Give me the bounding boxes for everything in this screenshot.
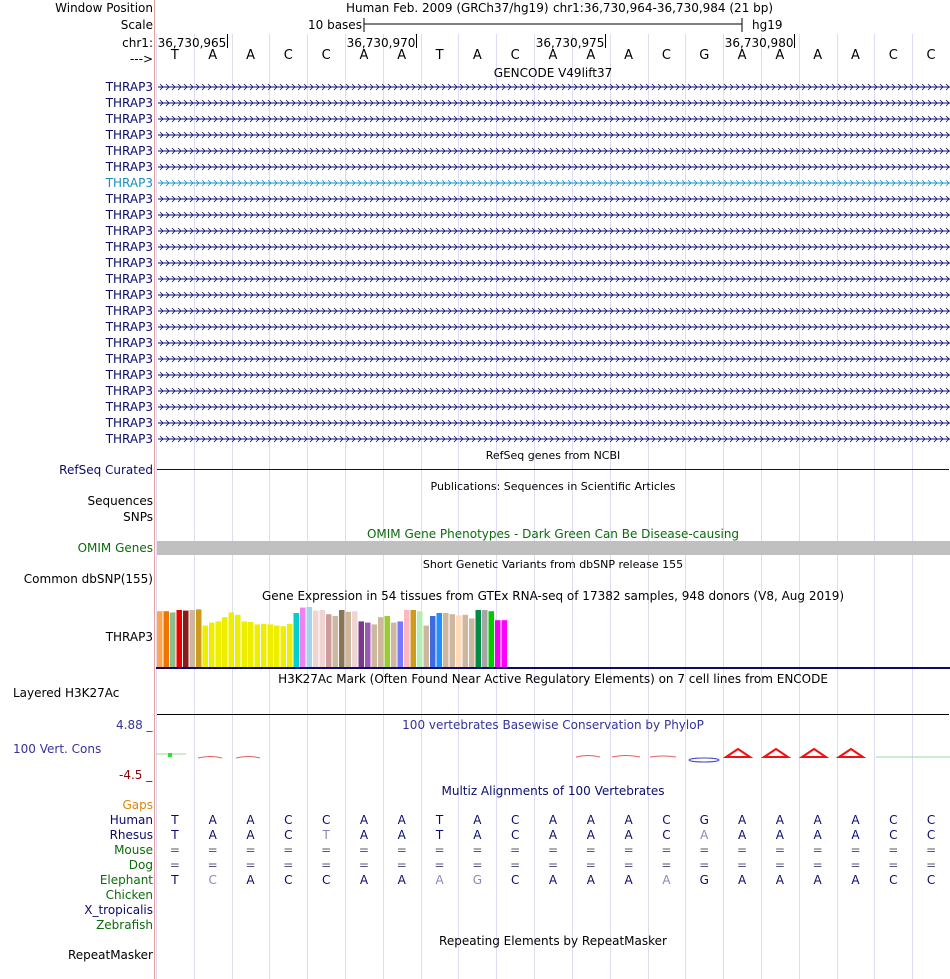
- omim-label[interactable]: OMIM Genes: [77, 541, 153, 555]
- alignment-base: A: [397, 873, 406, 887]
- gtex-expression-chart[interactable]: [156, 603, 950, 669]
- alignment-base: A: [246, 828, 255, 842]
- gtex-tissue-bar: [398, 621, 404, 667]
- alignment-base: A: [700, 828, 709, 842]
- alignment-base: A: [397, 828, 406, 842]
- alignment-base: C: [510, 828, 520, 842]
- alignment-base: =: [472, 858, 483, 872]
- alignment-base: A: [737, 828, 747, 842]
- refseq-title[interactable]: RefSeq genes from NCBI: [485, 449, 621, 462]
- base-position-number: 36,730,970: [346, 36, 416, 50]
- alignment-base: =: [623, 843, 634, 857]
- gencode-gene-label[interactable]: THRAP3: [105, 336, 153, 350]
- gtex-tissue-bar: [229, 612, 235, 667]
- multiz-species-label[interactable]: Dog: [128, 858, 153, 872]
- alignment-base: C: [662, 813, 671, 827]
- scale-label: Scale: [120, 18, 153, 32]
- alignment-base: A: [624, 828, 633, 842]
- gtex-tissue-bar: [333, 616, 339, 667]
- alignment-base: A: [586, 828, 595, 842]
- gencode-gene-label[interactable]: THRAP3: [105, 208, 153, 222]
- alignment-base: G: [699, 873, 709, 887]
- gtex-tissue-bar: [430, 616, 436, 667]
- gtex-tissue-bar: [307, 607, 313, 667]
- alignment-base: C: [284, 828, 293, 842]
- gencode-transcript[interactable]: [156, 432, 950, 446]
- reference-base: T: [170, 48, 179, 63]
- scale-bar-text: 10 bases: [308, 18, 362, 32]
- gtex-tissue-bar: [378, 617, 384, 667]
- gtex-tissue-bar: [391, 623, 397, 667]
- gtex-tissue-bar: [170, 612, 176, 667]
- base-position-number: 36,730,975: [535, 36, 605, 50]
- alignment-base: C: [926, 813, 936, 827]
- alignment-base: C: [208, 873, 217, 887]
- reference-base: C: [510, 48, 520, 63]
- gtex-tissue-bar: [417, 611, 423, 667]
- gencode-transcript[interactable]: [156, 80, 950, 94]
- alignment-base: A: [624, 813, 633, 827]
- alignment-base: =: [850, 858, 861, 872]
- reference-base: G: [699, 48, 710, 63]
- alignment-base: C: [889, 873, 898, 887]
- reference-base: A: [548, 48, 558, 63]
- gencode-transcript[interactable]: [156, 144, 950, 158]
- gencode-gene-label[interactable]: THRAP3: [105, 320, 153, 334]
- gtex-tissue-bar: [495, 620, 501, 667]
- alignment-base: =: [888, 843, 899, 857]
- gtex-tissue-bar: [222, 617, 228, 667]
- alignment-base: A: [359, 873, 369, 887]
- gtex-tissue-bar: [287, 624, 293, 667]
- alignment-base: =: [510, 858, 521, 872]
- multiz-species-label[interactable]: Mouse: [114, 843, 153, 857]
- gtex-tissue-bar: [274, 626, 280, 667]
- gencode-gene-label[interactable]: THRAP3: [105, 112, 153, 126]
- alignment-base: C: [889, 828, 898, 842]
- gtex-tissue-bar: [450, 614, 456, 667]
- label-divider: [154, 0, 155, 979]
- reference-base: C: [321, 48, 331, 63]
- gencode-transcript[interactable]: [156, 400, 950, 414]
- h3k27ac-title[interactable]: H3K27Ac Mark (Often Found Near Active Regulatory Elements) on 7 cell lines from ENCODE: [278, 672, 828, 686]
- reference-base: A: [775, 48, 785, 63]
- gencode-title[interactable]: GENCODE V49lift37: [493, 66, 613, 80]
- gencode-gene-label[interactable]: THRAP3: [105, 304, 153, 318]
- alignment-base: A: [586, 873, 595, 887]
- alignment-base: =: [434, 843, 445, 857]
- gencode-transcript[interactable]: [156, 304, 950, 318]
- alignment-base: A: [775, 873, 784, 887]
- alignment-base: =: [812, 843, 823, 857]
- window-position-label: Window Position: [55, 1, 153, 15]
- reference-base: A: [737, 48, 747, 63]
- gencode-gene-label[interactable]: THRAP3: [105, 80, 153, 94]
- gtex-tissue-bar: [157, 611, 163, 667]
- gtex-tissue-bar: [346, 612, 352, 667]
- alignment-base: =: [926, 858, 937, 872]
- gencode-transcript[interactable]: [156, 176, 950, 190]
- gtex-tissue-bar: [255, 624, 261, 667]
- alignment-base: G: [472, 873, 483, 887]
- alignment-base: =: [699, 843, 710, 857]
- gtex-label[interactable]: THRAP3: [105, 630, 153, 644]
- alignment-base: A: [359, 828, 369, 842]
- cons-max-label: 4.88 _: [116, 718, 153, 732]
- gencode-gene-label[interactable]: THRAP3: [105, 400, 153, 414]
- alignment-base: C: [662, 828, 671, 842]
- reference-base: A: [813, 48, 823, 63]
- gtex-tissue-bar: [411, 610, 417, 667]
- alignment-base: =: [661, 858, 672, 872]
- repeatmasker-title[interactable]: Repeating Elements by RepeatMasker: [439, 934, 667, 948]
- reference-base: C: [926, 48, 936, 63]
- reference-base: T: [435, 48, 444, 63]
- gencode-gene-label[interactable]: THRAP3: [105, 144, 153, 158]
- alignment-base: A: [813, 828, 822, 842]
- gtex-tissue-bar: [268, 624, 274, 667]
- multiz-species-label[interactable]: Zebrafish: [96, 918, 153, 932]
- alignment-base: =: [358, 858, 369, 872]
- conservation-title[interactable]: 100 vertebrates Basewise Conservation by PhyloP: [402, 718, 704, 732]
- gtex-tissue-bar: [437, 613, 443, 667]
- gtex-tissue-bar: [281, 626, 287, 667]
- gencode-transcript[interactable]: [156, 96, 950, 110]
- reference-base: A: [208, 48, 218, 63]
- alignment-base: A: [813, 813, 822, 827]
- reference-base: A: [586, 48, 596, 63]
- alignment-base: =: [283, 843, 294, 857]
- chrom-label: chr1:: [122, 36, 153, 50]
- multiz-title[interactable]: Multiz Alignments of 100 Vertebrates: [441, 784, 665, 798]
- alignment-base: =: [547, 843, 559, 857]
- gencode-gene-label[interactable]: THRAP3: [105, 240, 153, 254]
- alignment-base: =: [547, 858, 559, 872]
- multiz-species-label[interactable]: X_tropicalis: [84, 903, 153, 917]
- gtex-tissue-bar: [177, 610, 183, 667]
- base-position-tick: [605, 34, 606, 48]
- base-position-tick: [794, 34, 795, 48]
- alignment-base: T: [322, 828, 330, 842]
- gencode-transcript[interactable]: [156, 256, 950, 270]
- gencode-gene-label[interactable]: THRAP3: [105, 368, 153, 382]
- h3k27ac-baseline: [157, 714, 949, 715]
- gtex-tissue-bar: [320, 610, 326, 667]
- omim-title[interactable]: OMIM Gene Phenotypes - Dark Green Can Be Disease-causing: [366, 527, 740, 541]
- reference-base: A: [397, 48, 407, 63]
- alignment-base: A: [359, 813, 369, 827]
- alignment-base: =: [510, 843, 521, 857]
- alignment-base: =: [737, 843, 748, 857]
- gencode-gene-label[interactable]: THRAP3: [105, 416, 153, 430]
- gtex-tissue-bar: [209, 623, 215, 667]
- gencode-transcript[interactable]: [156, 384, 950, 398]
- alignment-base: C: [321, 873, 331, 887]
- gtex-tissue-bar: [476, 610, 482, 667]
- gencode-transcript[interactable]: [156, 336, 950, 350]
- alignment-base: =: [396, 858, 407, 872]
- gencode-transcript[interactable]: [156, 128, 950, 142]
- publications-title[interactable]: Publications: Sequences in Scientific Articles: [430, 480, 676, 493]
- omim-bar[interactable]: [157, 541, 950, 555]
- alignment-base: A: [775, 828, 784, 842]
- gtex-tissue-bar: [196, 609, 202, 667]
- alignment-base: C: [284, 873, 293, 887]
- alignment-base: T: [435, 828, 444, 842]
- alignment-base: G: [699, 813, 709, 827]
- gencode-transcript[interactable]: [156, 416, 950, 430]
- sequences-label[interactable]: Sequences: [87, 494, 153, 508]
- alignment-base: C: [926, 873, 936, 887]
- alignment-base: =: [585, 858, 596, 872]
- alignment-base: A: [548, 813, 558, 827]
- alignment-base: A: [548, 873, 558, 887]
- gtex-tissue-bar: [164, 611, 170, 667]
- alignment-base: =: [245, 858, 256, 872]
- alignment-base: =: [434, 858, 445, 872]
- gtex-tissue-bar: [248, 622, 254, 667]
- gencode-gene-label[interactable]: THRAP3: [105, 432, 153, 446]
- alignment-base: =: [623, 858, 634, 872]
- alignment-base: =: [699, 858, 710, 872]
- reference-base: A: [246, 48, 255, 63]
- alignment-base: T: [171, 873, 179, 887]
- alignment-base: A: [775, 813, 784, 827]
- alignment-base: =: [774, 843, 785, 857]
- reference-base: A: [472, 48, 482, 63]
- gencode-gene-label[interactable]: THRAP3: [105, 128, 153, 142]
- alignment-base: A: [246, 873, 255, 887]
- base-position-tick: [416, 34, 417, 48]
- scale-bar: [362, 16, 746, 34]
- alignment-base: A: [397, 813, 406, 827]
- alignment-base: C: [926, 828, 936, 842]
- gencode-gene-label[interactable]: THRAP3: [105, 256, 153, 270]
- alignment-base: A: [851, 828, 860, 842]
- alignment-base: C: [510, 813, 520, 827]
- gtex-tissue-bar: [326, 614, 332, 667]
- gtex-tissue-bar: [463, 615, 469, 667]
- reference-base: C: [888, 48, 898, 63]
- alignment-base: =: [774, 858, 785, 872]
- gencode-gene-label[interactable]: THRAP3: [105, 272, 153, 286]
- alignment-base: =: [737, 858, 748, 872]
- gtex-tissue-bar: [190, 610, 196, 667]
- gtex-tissue-bar: [313, 611, 319, 667]
- alignment-base: =: [358, 843, 369, 857]
- gencode-transcript[interactable]: [156, 272, 950, 286]
- gtex-tissue-bar: [469, 618, 475, 667]
- gencode-transcript[interactable]: [156, 288, 950, 302]
- conservation-plot[interactable]: [156, 744, 950, 764]
- alignment-base: =: [169, 858, 180, 872]
- gtex-tissue-bar: [482, 610, 488, 667]
- snps-label[interactable]: SNPs: [123, 510, 153, 524]
- alignment-base: A: [737, 813, 747, 827]
- alignment-base: A: [813, 873, 822, 887]
- gencode-transcript[interactable]: [156, 224, 950, 238]
- gencode-gene-label[interactable]: THRAP3: [105, 288, 153, 302]
- alignment-base: =: [207, 858, 218, 872]
- gtex-tissue-bar: [352, 611, 358, 667]
- gtex-title[interactable]: Gene Expression in 54 tissues from GTEx RNA-seq of 17382 samples, 948 donors (V8, Aug 2019): [261, 589, 845, 603]
- alignment-base: =: [812, 858, 823, 872]
- alignment-base: =: [888, 858, 899, 872]
- gtex-tissue-bar: [261, 624, 267, 667]
- alignment-base: C: [284, 813, 293, 827]
- gtex-tissue-bar: [300, 608, 306, 667]
- gtex-tissue-bar: [294, 613, 300, 667]
- alignment-base: A: [208, 828, 217, 842]
- alignment-base: A: [586, 813, 595, 827]
- reference-base: A: [851, 48, 860, 63]
- gtex-tissue-bar: [404, 610, 410, 667]
- gencode-transcript[interactable]: [156, 320, 950, 334]
- gencode-gene-label[interactable]: THRAP3: [105, 192, 153, 206]
- reference-base: C: [661, 48, 671, 63]
- conservation-label[interactable]: 100 Vert. Cons: [13, 742, 102, 756]
- base-position-tick: [227, 34, 228, 48]
- alignment-base: A: [624, 873, 633, 887]
- base-position-number: 36,730,965: [157, 36, 227, 50]
- gtex-tissue-bar: [216, 621, 222, 667]
- gencode-transcript[interactable]: [156, 208, 950, 222]
- refseq-label[interactable]: RefSeq Curated: [59, 463, 153, 477]
- gencode-gene-label[interactable]: THRAP3: [105, 224, 153, 238]
- gtex-tissue-bar: [339, 610, 345, 667]
- gtex-tissue-bar: [502, 620, 508, 667]
- gtex-tissue-bar: [359, 621, 365, 667]
- base-position-number: 36,730,980: [724, 36, 794, 50]
- multiz-species-label[interactable]: Rhesus: [109, 828, 153, 842]
- dbsnp-title[interactable]: Short Genetic Variants from dbSNP release 155: [422, 558, 684, 571]
- reference-base: A: [359, 48, 369, 63]
- alignment-base: =: [321, 843, 332, 857]
- strand-label: --->: [129, 52, 153, 66]
- alignment-base: A: [208, 813, 217, 827]
- alignment-base: =: [850, 843, 861, 857]
- gtex-tissue-bar: [385, 616, 391, 667]
- gencode-transcript[interactable]: [156, 240, 950, 254]
- gtex-tissue-bar: [203, 626, 209, 667]
- alignment-base: C: [510, 873, 520, 887]
- alignment-base: =: [283, 858, 294, 872]
- gtex-tissue-bar: [456, 615, 462, 667]
- alignment-base: A: [548, 828, 558, 842]
- gaps-label: Gaps: [122, 798, 153, 812]
- gencode-transcript[interactable]: [156, 160, 950, 174]
- scale-db: hg19: [752, 18, 783, 32]
- alignment-base: A: [851, 873, 860, 887]
- alignment-base: T: [171, 813, 179, 827]
- alignment-base: =: [472, 843, 483, 857]
- assembly-title: Human Feb. 2009 (GRCh37/hg19): [346, 1, 549, 15]
- reference-base: A: [624, 48, 634, 63]
- gencode-transcript[interactable]: [156, 352, 950, 366]
- alignment-base: A: [246, 813, 255, 827]
- gtex-tissue-bar: [424, 626, 430, 667]
- alignment-base: =: [661, 843, 672, 857]
- gencode-gene-label[interactable]: THRAP3: [105, 160, 153, 174]
- alignment-base: =: [321, 858, 332, 872]
- alignment-base: T: [171, 828, 179, 842]
- alignment-base: =: [926, 843, 937, 857]
- gtex-tissue-bar: [372, 624, 378, 667]
- gtex-tissue-bar: [235, 615, 241, 667]
- alignment-base: A: [435, 873, 444, 887]
- dbsnp-label[interactable]: Common dbSNP(155): [23, 572, 153, 586]
- gencode-gene-label[interactable]: THRAP3: [105, 352, 153, 366]
- gencode-gene-label[interactable]: THRAP3: [105, 176, 153, 190]
- multiz-species-label[interactable]: Human: [109, 813, 153, 827]
- multiz-species-label[interactable]: Chicken: [105, 888, 153, 902]
- gencode-gene-label[interactable]: THRAP3: [105, 384, 153, 398]
- gencode-gene-label[interactable]: THRAP3: [105, 96, 153, 110]
- alignment-base: =: [585, 843, 596, 857]
- alignment-base: A: [662, 873, 671, 887]
- alignment-base: A: [473, 828, 482, 842]
- alignment-base: =: [169, 843, 180, 857]
- alignment-base: C: [889, 813, 898, 827]
- alignment-base: A: [851, 813, 860, 827]
- gtex-tissue-bar: [365, 623, 371, 667]
- gtex-tissue-bar: [443, 613, 449, 667]
- alignment-base: =: [207, 843, 218, 857]
- gtex-tissue-bar: [489, 611, 495, 667]
- gencode-transcript[interactable]: [156, 192, 950, 206]
- alignment-base: =: [396, 843, 407, 857]
- gencode-transcript[interactable]: [156, 368, 950, 382]
- alignment-base: C: [321, 813, 331, 827]
- gencode-transcript[interactable]: [156, 112, 950, 126]
- h3k27ac-label[interactable]: Layered H3K27Ac: [13, 686, 120, 700]
- multiz-species-label[interactable]: Elephant: [99, 873, 153, 887]
- alignment-base: A: [473, 813, 482, 827]
- cons-min-label: -4.5 _: [119, 768, 153, 782]
- alignment-base: T: [435, 813, 444, 827]
- gtex-tissue-bar: [183, 611, 189, 667]
- refseq-line[interactable]: [157, 469, 949, 470]
- alignment-base: A: [737, 873, 747, 887]
- position-text: chr1:36,730,964-36,730,984 (21 bp): [553, 1, 774, 15]
- gtex-tissue-bar: [242, 621, 248, 667]
- alignment-base: =: [245, 843, 256, 857]
- repeatmasker-label[interactable]: RepeatMasker: [67, 948, 153, 962]
- reference-base: C: [283, 48, 293, 63]
